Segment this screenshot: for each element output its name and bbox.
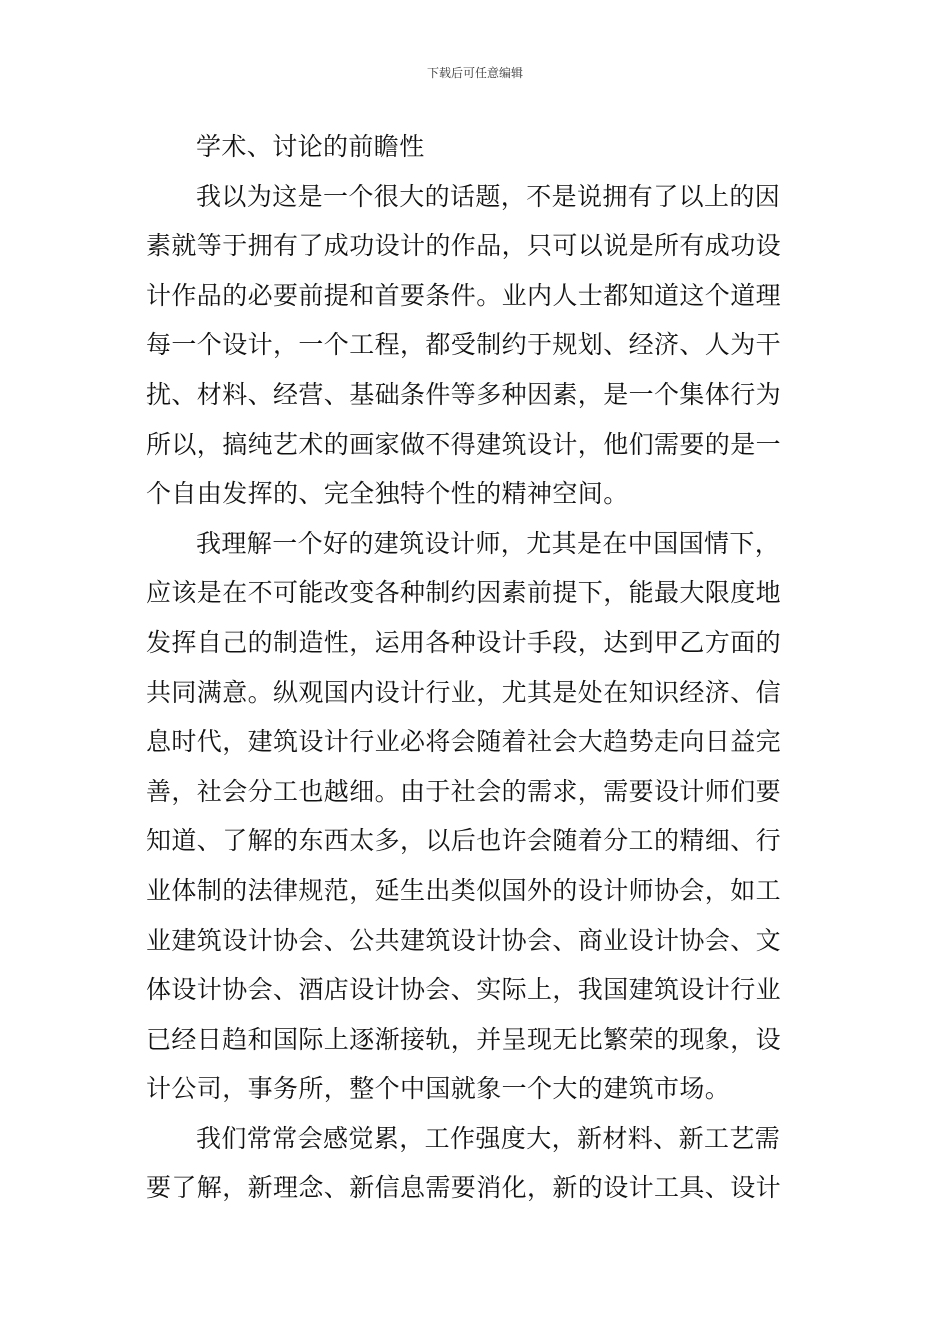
text-line: 我们常常会感觉累，工作强度大，新材料、新工艺需 bbox=[196, 1123, 781, 1153]
text-line: 应该是在不可能改变各种制约因素前提下，能最大限度地 bbox=[146, 578, 782, 608]
text-line: 个自由发挥的、完全独特个性的精神空间。 bbox=[146, 479, 629, 509]
text-line: 每一个设计，一个工程，都受制约于规划、经济、人为干 bbox=[146, 330, 782, 360]
text-line: 发挥自己的制造性，运用各种设计手段，达到甲乙方面的 bbox=[146, 627, 782, 657]
text-line: 扰、材料、经营、基础条件等多种因素，是一个集体行为 bbox=[146, 379, 782, 409]
text-line: 共同满意。纵观国内设计行业，尤其是处在知识经济、信 bbox=[146, 677, 782, 707]
text-line: 善，社会分工也越细。由于社会的需求，需要设计师们要 bbox=[146, 776, 782, 806]
text-line: 业体制的法律规范，延生出类似国外的设计师协会，如工 bbox=[146, 875, 782, 905]
text-line: 知道、了解的东西太多，以后也许会随着分工的精细、行 bbox=[146, 826, 782, 856]
text-line: 计作品的必要前提和首要条件。业内人士都知道这个道理 bbox=[146, 280, 782, 310]
text-line: 计公司，事务所，整个中国就象一个大的建筑市场。 bbox=[146, 1074, 731, 1104]
page-header: 下载后可任意编辑 bbox=[426, 66, 523, 80]
text-line: 我以为这是一个很大的话题，不是说拥有了以上的因 bbox=[196, 181, 781, 211]
text-line: 体设计协会、酒店设计协会、实际上，我国建筑设计行业 bbox=[146, 975, 782, 1005]
body-text bbox=[146, 122, 808, 1213]
text-line: 所以，搞纯艺术的画家做不得建筑设计，他们需要的是一 bbox=[146, 429, 782, 459]
text-line: 已经日趋和国际上逐渐接轨，并呈现无比繁荣的现象，设 bbox=[146, 1024, 782, 1054]
text-line: 息时代，建筑设计行业必将会随着社会大趋势走向日益完 bbox=[146, 727, 782, 757]
text-line-heading: 学术、讨论的前瞻性 bbox=[196, 132, 425, 161]
text-line: 业建筑设计协会、公共建筑设计协会、商业设计协会、文 bbox=[146, 925, 782, 955]
text-line: 我理解一个好的建筑设计师，尤其是在中国国情下， bbox=[196, 528, 781, 558]
text-line: 要了解，新理念、新信息需要消化，新的设计工具、设计 bbox=[146, 1173, 782, 1203]
text-line: 素就等于拥有了成功设计的作品，只可以说是所有成功设 bbox=[146, 231, 782, 261]
